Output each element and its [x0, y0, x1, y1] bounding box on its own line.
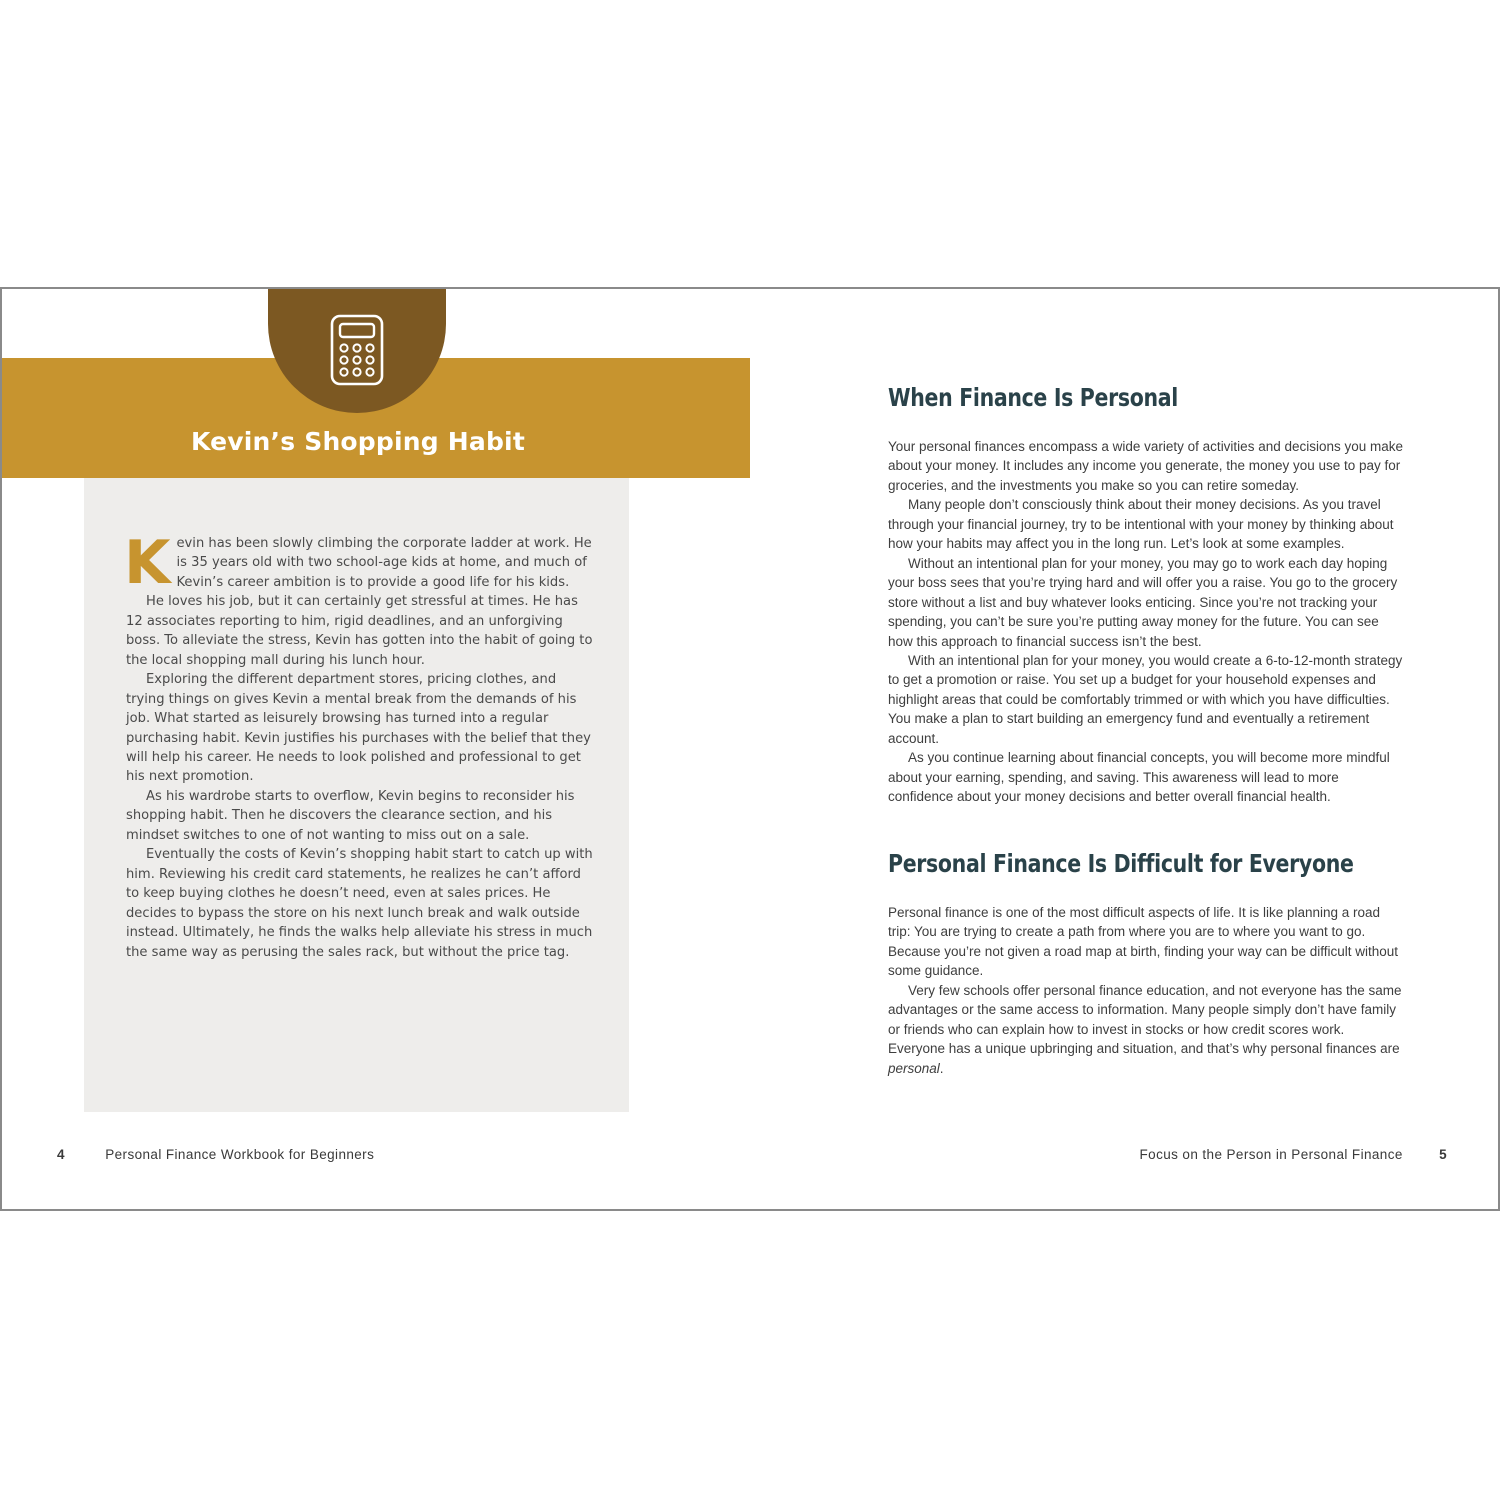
right-page: [752, 289, 1500, 1209]
running-title-left: Personal Finance Workbook for Beginners: [105, 1147, 375, 1162]
body-paragraph: Many people don’t consciously think about their money decisions. As you travel through your financial journey, try to be intentional with your money by thinking about how your habits may affect you in the long run. Let’s look at some examples.: [888, 497, 1394, 552]
left-page: [2, 289, 752, 1209]
case-study-title: Kevin’s Shopping Habit: [191, 427, 525, 456]
page-number-left: 4: [57, 1147, 65, 1162]
body-paragraph: Personal finance is one of the most difficult aspects of life. It is like planning a road trip: You are trying to create a path from where you are to where you want to go. Because you’re not given a road map at birth, finding your way can be difficult without some guidance.: [888, 905, 1399, 979]
page-number-right: 5: [1439, 1147, 1447, 1162]
section-heading-difficult: Personal Finance Is Difficult for Everyone: [888, 849, 1354, 878]
case-study-paragraph: As his wardrobe starts to overflow, Kevin begins to reconsider his shopping habit. Then he discovers the clearance section, and his mindset switches to one of not wanting to miss out on a sale.: [126, 788, 575, 843]
body-paragraph: Very few schools offer personal finance education, and not everyone has the same advantages or the same access to information. Many people simply don’t have family or friends who can explain how to invest in stocks or how credit scores work. Everyone has a unique upbringing and situation, and that’s why personal finances are personal.: [888, 982, 1402, 1076]
body-paragraph: As you continue learning about financial concepts, you will become more mindful about your earning, spending, and saving. This awareness will lead to more confidence about your money decisions and better overall financial health.: [888, 750, 1390, 805]
section-body-difficult: [888, 903, 1404, 1078]
left-footer: [57, 1147, 374, 1162]
case-study-paragraph: He loves his job, but it can certainly get stressful at times. He has 12 associates reporting to him, rigid deadlines, and an unforgiving boss. To alleviate the stress, Kevin has gotten into the habit of going to the local shopping mall during his lunch hour.: [126, 594, 593, 668]
section-heading-personal: When Finance Is Personal: [888, 383, 1178, 412]
body-paragraph: Without an intentional plan for your money, you may go to work each day hoping your boss sees that you’re trying hard and will offer you a raise. You go to the grocery store without a list and buy whatever looks enticing. Since you’re not tracking your spending, you can’t be sure you’re putting away money for the future. You can see how this approach to financial success isn’t the best.: [888, 555, 1398, 649]
case-study-paragraph: Exploring the different department stores, pricing clothes, and trying things on gives Kevin a mental break from the demands of his job. What started as leisurely browsing has turned into a regular purchasing habit. Kevin justifies his purchases with the belief that they will help his career. He needs to look polished and professional to get his next promotion.: [126, 672, 591, 785]
right-footer: [1140, 1147, 1447, 1162]
case-study-paragraph: Eventually the costs of Kevin’s shopping habit start to catch up with him. Reviewing his credit card statements, he realizes he can’t afford to keep buying clothes he doesn’t need, even at sales prices. He decides to bypass the store on his next lunch break and walk outside instead. Ultimately, he finds the walks help alleviate his stress in much the same way as perusing the sales rack, but without the price tag.: [126, 847, 593, 960]
book-spread: [0, 287, 1500, 1211]
running-title-right: Focus on the Person in Personal Finance: [1139, 1147, 1403, 1162]
case-study-first-paragraph: Kevin has been slowly climbing the corporate ladder at work. He is 35 years old with two school-age kids at home, and much of Kevin’s career ambition is to provide a good life for his kids.: [124, 528, 592, 598]
calculator-icon: [329, 313, 385, 387]
body-paragraph: Your personal finances encompass a wide variety of activities and decisions you make about your money. It includes any income you generate, the money you use to pay for groceries, and the investments you make so you can retire someday.: [888, 439, 1404, 493]
emphasis-personal: personal: [888, 1060, 940, 1076]
case-study-text: [124, 528, 596, 962]
body-paragraph: With an intentional plan for your money, you would create a 6-to-12-month strategy to get a promotion or raise. You set up a budget for your household expenses and highlight areas that could be comfortably trimmed or with which you have difficulties. You make a plan to start building an emergency fund and eventually a retirement account.: [888, 652, 1403, 746]
drop-cap: K: [124, 528, 171, 598]
section-body-personal: [888, 437, 1404, 807]
